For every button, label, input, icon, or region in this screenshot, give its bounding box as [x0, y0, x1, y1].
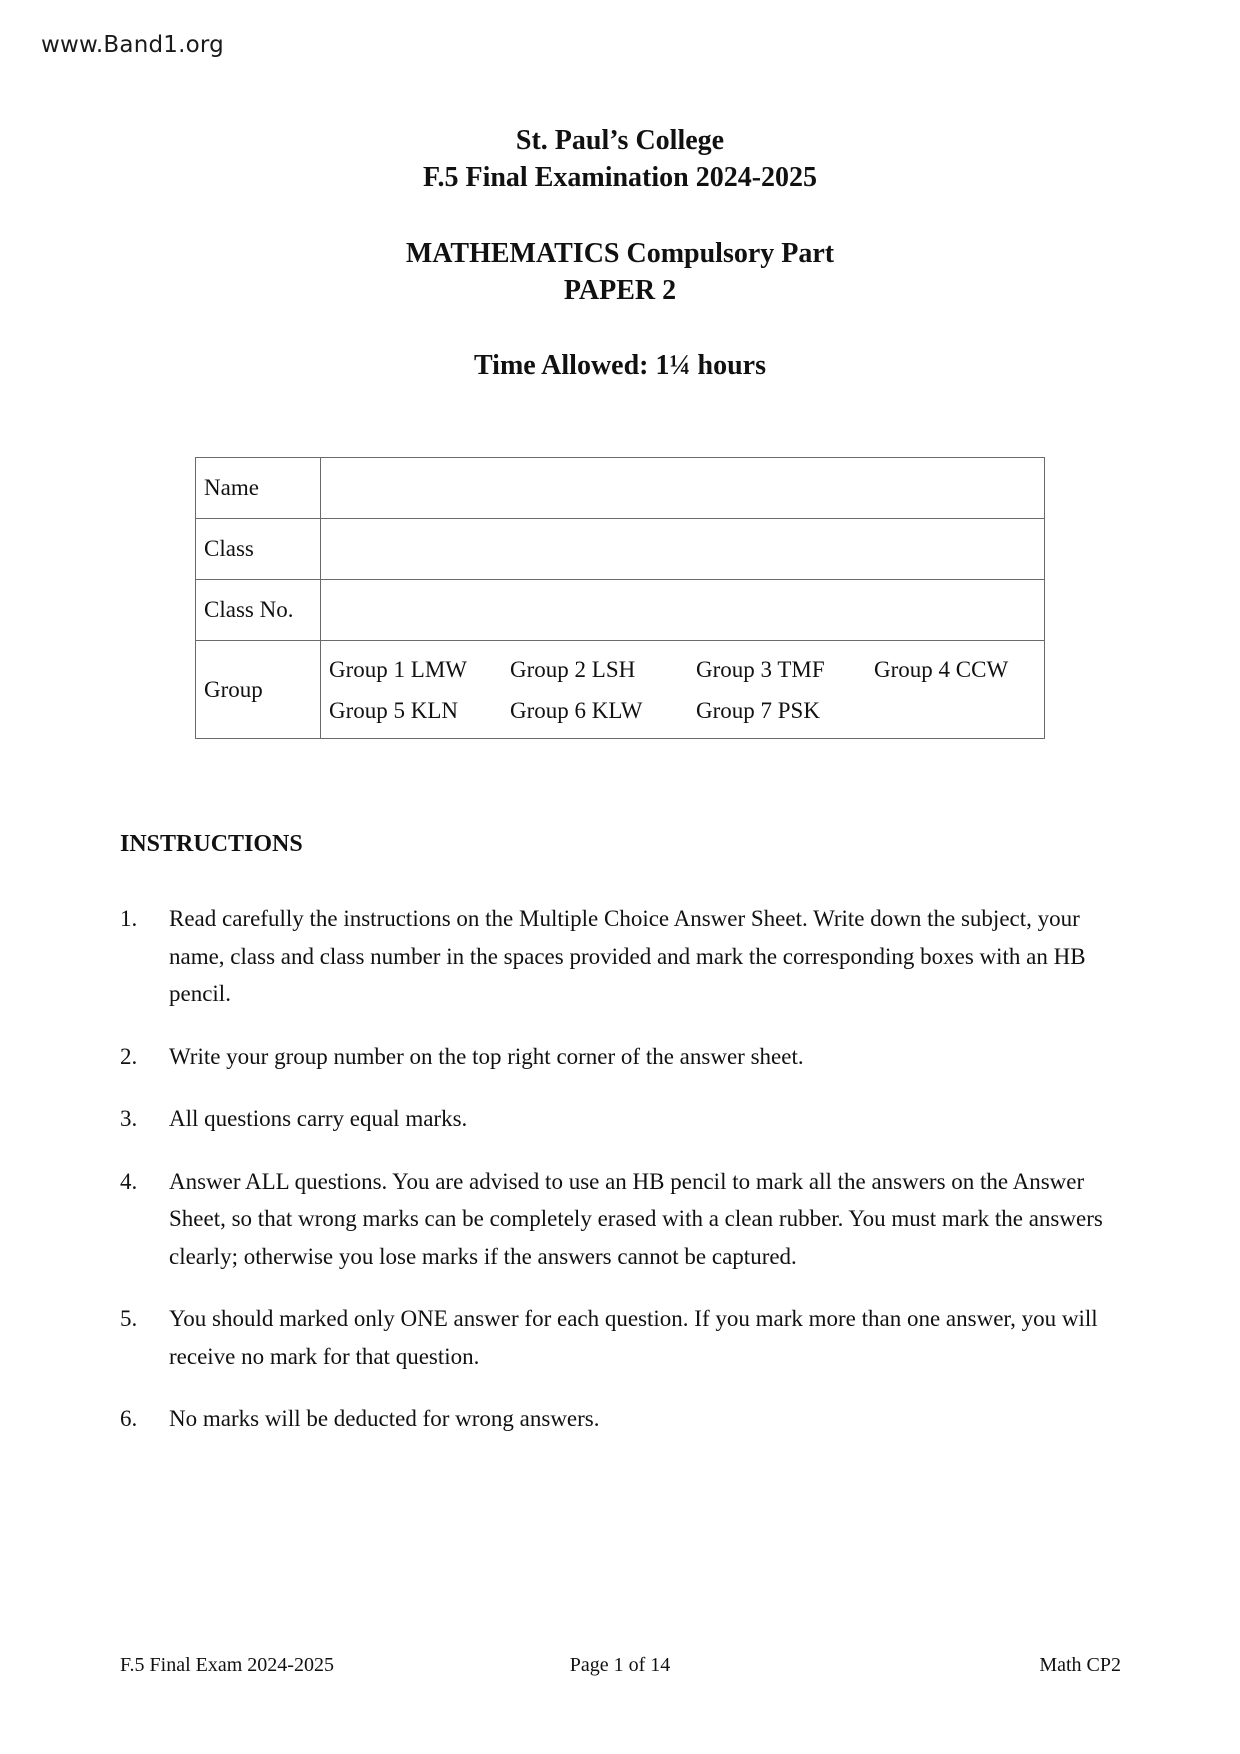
- instruction-item: [120, 1300, 1120, 1375]
- instruction-number: 3.: [120, 1106, 138, 1131]
- name-field[interactable]: [321, 458, 1045, 519]
- table-row-class: [196, 519, 1045, 580]
- instruction-number: 1.: [120, 906, 138, 931]
- footer-paper-code: Math CP2: [1039, 1654, 1121, 1676]
- watermark-url: www.Band1.org: [41, 32, 224, 58]
- instruction-item: [120, 900, 1120, 1013]
- group-options-cell: [321, 641, 1045, 739]
- instruction-text: Write your group number on the top right corner of the answer sheet.: [169, 1043, 804, 1069]
- table-row-name: [196, 458, 1045, 519]
- instruction-text: No marks will be deducted for wrong answers.: [169, 1406, 600, 1431]
- instruction-text: Answer ALL questions. You are advised to use an HB pencil to mark all the answers on the Answer Sheet, so that wrong marks can be completely erased with a clean rubber. You must mark the answers clearly; otherwise you lose marks if the answers cannot be captured.: [169, 1168, 1103, 1269]
- footer-exam-label: F.5 Final Exam 2024-2025: [120, 1654, 334, 1676]
- class-field[interactable]: [321, 519, 1045, 580]
- paper-number: PAPER 2: [563, 275, 677, 306]
- instruction-text: You should marked only ONE answer for each question. If you mark more than one answer, you will receive no mark for that question.: [169, 1306, 1098, 1369]
- footer-page-number: Page 1 of 14: [569, 1654, 671, 1676]
- group-option-4[interactable]: Group 4 CCW: [874, 656, 1009, 682]
- name-label: Name: [196, 458, 321, 519]
- table-row-group: [196, 641, 1045, 739]
- table-row-class-no: [196, 580, 1045, 641]
- group-options: [329, 656, 1044, 724]
- subject-title: MATHEMATICS Compulsory Part: [405, 238, 835, 269]
- class-no-label: Class No.: [196, 580, 321, 641]
- instruction-item: [120, 1400, 1120, 1438]
- student-info-table: [195, 457, 1045, 739]
- instructions-heading: INSTRUCTIONS: [120, 831, 303, 857]
- group-label: Group: [196, 641, 321, 739]
- instruction-text: Read carefully the instructions on the Multiple Choice Answer Sheet. Write down the subject, your name, class and class number in the spaces provided and mark the corresponding boxes with an HB pencil.: [169, 906, 1086, 1006]
- group-option-3[interactable]: Group 3 TMF: [696, 656, 825, 682]
- instruction-text: All questions carry equal marks.: [169, 1106, 468, 1131]
- instruction-number: 2.: [120, 1043, 138, 1069]
- instruction-number: 5.: [120, 1306, 138, 1331]
- time-allowed: Time Allowed: 1¼ hours: [474, 350, 766, 381]
- instruction-item: [120, 1163, 1120, 1276]
- instruction-number: 6.: [120, 1406, 138, 1431]
- class-label: Class: [196, 519, 321, 580]
- group-option-7[interactable]: Group 7 PSK: [696, 697, 820, 723]
- instruction-number: 4.: [120, 1168, 138, 1194]
- group-option-1[interactable]: Group 1 LMW: [329, 656, 467, 682]
- instruction-item: [120, 1038, 1120, 1076]
- group-option-5[interactable]: Group 5 KLN: [329, 697, 459, 723]
- instruction-item: [120, 1100, 1120, 1138]
- instructions-list: [120, 900, 1120, 1463]
- class-no-field[interactable]: [321, 580, 1045, 641]
- exam-title: F.5 Final Examination 2024-2025: [422, 162, 818, 193]
- school-name: St. Paul’s College: [515, 125, 725, 156]
- group-option-6[interactable]: Group 6 KLW: [510, 697, 643, 723]
- group-option-2[interactable]: Group 2 LSH: [510, 656, 636, 682]
